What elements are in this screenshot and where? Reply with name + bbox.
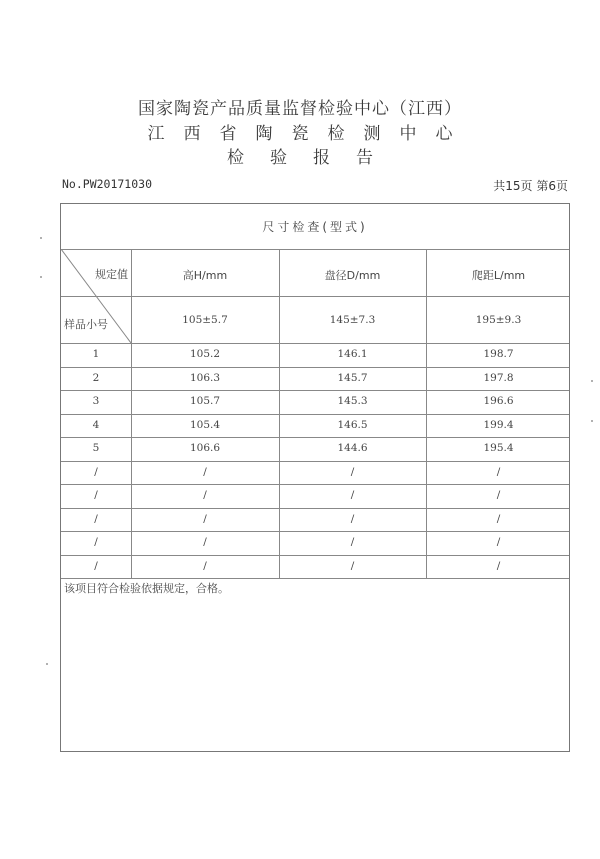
row-divider — [61, 484, 569, 485]
diameter-value: / — [350, 512, 355, 525]
row-divider — [61, 367, 569, 368]
creepage-value: / — [496, 465, 501, 478]
spec-creepage: 195±9.3 — [475, 314, 522, 326]
diameter-value: / — [350, 559, 355, 572]
report-title: 检验报告 — [227, 148, 399, 168]
sample-number: 4 — [92, 418, 100, 431]
creepage-value: / — [496, 512, 501, 525]
sample-number: 2 — [92, 371, 100, 384]
row-divider — [61, 508, 569, 509]
diameter-value: 146.5 — [337, 418, 368, 431]
creepage-value: 196.6 — [483, 395, 514, 407]
diameter-value: 145.7 — [337, 371, 368, 384]
height-value: / — [203, 512, 207, 525]
row-divider — [61, 461, 569, 462]
sample-number: 1 — [92, 348, 100, 360]
height-value: / — [203, 489, 207, 501]
diameter-value: 146.1 — [337, 348, 368, 360]
row-divider — [61, 531, 569, 532]
center-name: 国家陶瓷产品质量监督检验中心（江西） — [138, 99, 462, 119]
column-header-height: 高H/mm — [182, 269, 228, 282]
conclusion-text: 该项目符合检验依据规定，合格。 — [64, 582, 229, 595]
creepage-value: 198.7 — [483, 348, 514, 360]
scan-speck — [40, 237, 42, 239]
spec-diameter: 145±7.3 — [329, 314, 376, 326]
section-title: 尺寸检查(型式) — [262, 220, 368, 234]
creepage-value: / — [496, 559, 501, 572]
divider — [61, 343, 569, 344]
height-value: / — [203, 536, 207, 548]
row-divider — [61, 555, 569, 556]
report-number: No.PW20171030 — [62, 177, 153, 191]
height-value: 105.4 — [189, 418, 221, 431]
height-value: 105.7 — [189, 395, 221, 407]
corner-label-spec: 规定值 — [95, 268, 128, 281]
column-header-diameter: 盘径D/mm — [324, 269, 381, 282]
height-value: 106.3 — [189, 371, 221, 384]
sample-number: / — [94, 489, 98, 501]
column-header-creepage: 爬距L/mm — [471, 269, 526, 282]
divider — [61, 249, 569, 250]
scan-speck — [591, 420, 593, 422]
sample-number: / — [94, 559, 98, 572]
diameter-value: 144.6 — [337, 442, 368, 454]
height-value: 106.6 — [189, 442, 221, 454]
row-divider — [61, 390, 569, 391]
spec-height: 105±5.7 — [182, 314, 228, 326]
diameter-value: / — [350, 489, 355, 501]
sample-number: / — [94, 536, 98, 548]
creepage-value: 195.4 — [483, 442, 514, 454]
creepage-value: 199.4 — [483, 418, 514, 431]
center-subname: 江西省陶瓷检测中心 — [147, 124, 472, 144]
height-value: 105.2 — [189, 348, 221, 360]
row-divider — [61, 414, 569, 415]
dimension-table — [60, 203, 570, 752]
height-value: / — [203, 559, 207, 572]
height-value: / — [203, 465, 207, 478]
creepage-value: / — [496, 489, 501, 501]
scan-speck — [40, 276, 42, 278]
divider — [61, 296, 569, 297]
diameter-value: / — [350, 465, 355, 478]
diameter-value: / — [350, 536, 355, 548]
sample-number: 3 — [92, 395, 100, 407]
creepage-value: / — [496, 536, 501, 548]
sample-number: / — [94, 512, 98, 525]
sample-number: 5 — [92, 442, 100, 454]
sample-number: / — [94, 465, 98, 478]
scan-speck — [46, 663, 48, 665]
row-divider — [61, 578, 569, 579]
page-indicator: 共15页 第6页 — [493, 179, 568, 193]
scan-speck — [591, 380, 593, 382]
row-divider — [61, 437, 569, 438]
creepage-value: 197.8 — [483, 371, 514, 384]
corner-label-sample: 样品小号 — [64, 318, 108, 331]
diameter-value: 145.3 — [337, 395, 368, 407]
